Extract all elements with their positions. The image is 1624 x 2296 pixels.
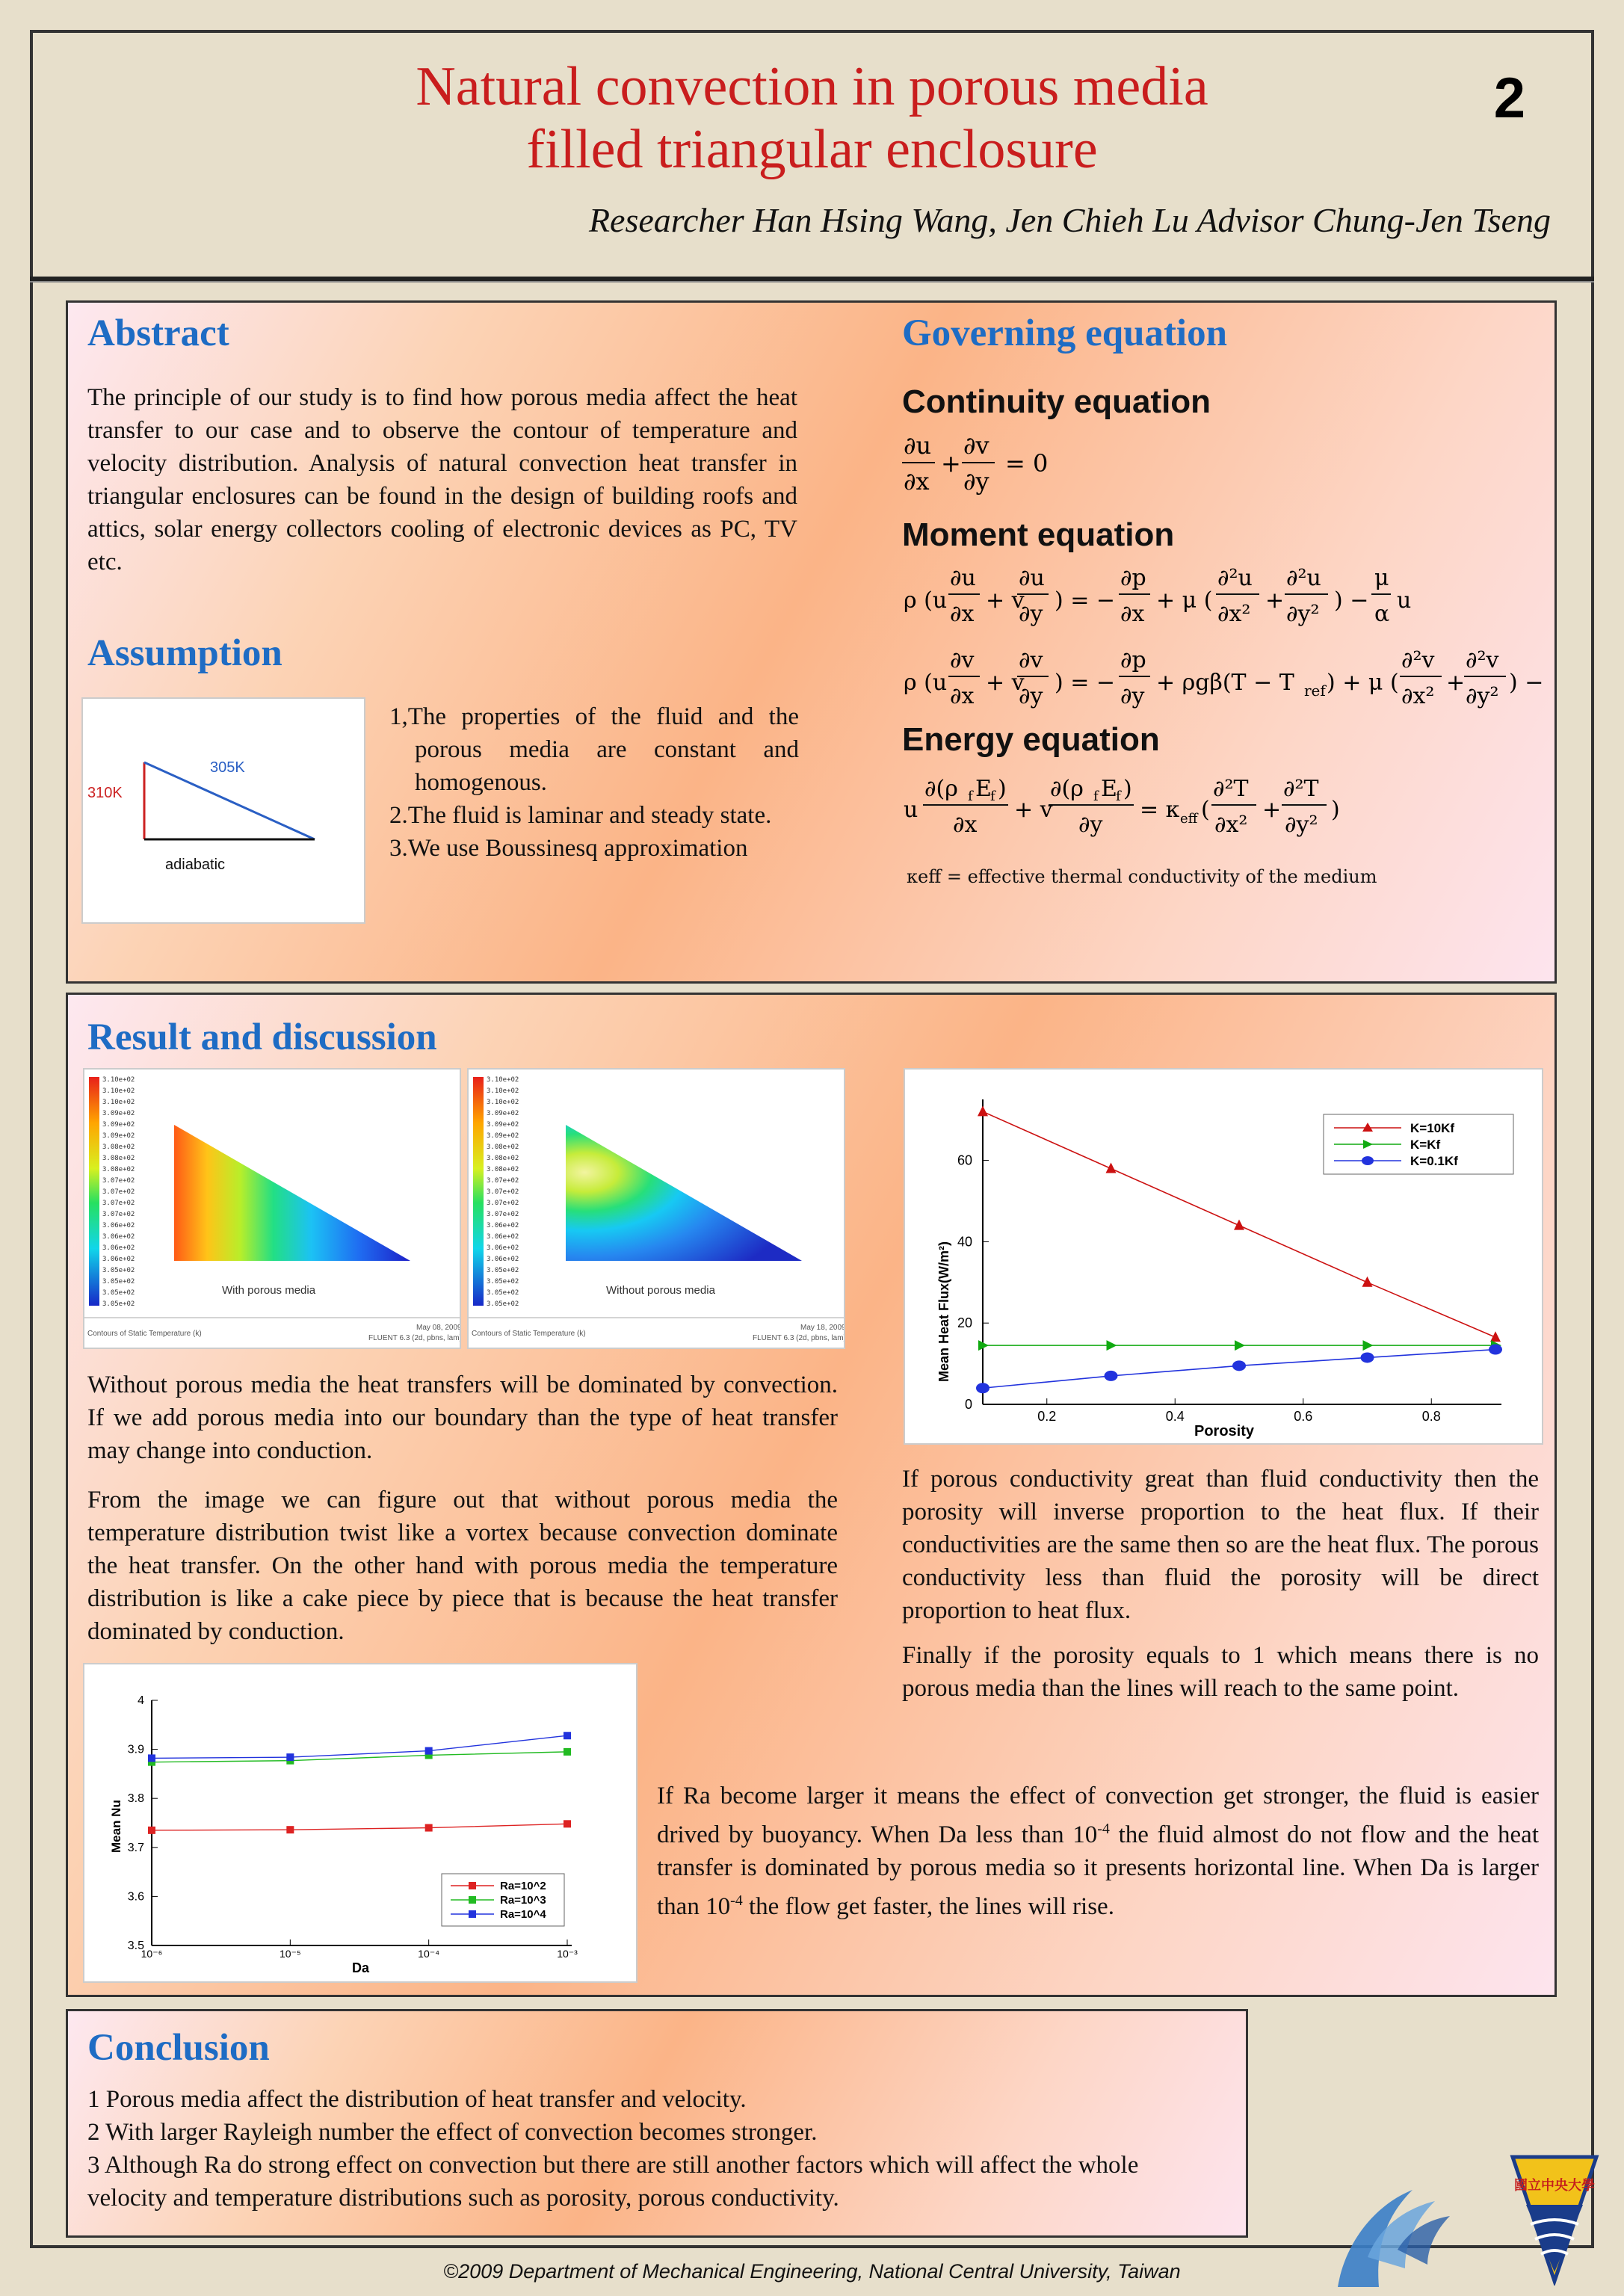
label-310k: 310K (87, 785, 123, 801)
svg-text:) −: ) − (1334, 587, 1369, 614)
svg-text:∂x²: ∂x² (1214, 812, 1248, 838)
moment-heading: Moment equation (902, 516, 1175, 553)
poster-header (30, 30, 1594, 284)
colorbar-label: 3.05e+02 (102, 1267, 135, 1274)
x-tick-label: 10⁻⁶ (141, 1948, 163, 1960)
y-axis-label: Mean Heat Flux(W/m²) (936, 1241, 951, 1382)
energy-equation (902, 774, 1515, 855)
svg-text:ρ (u: ρ (u (904, 670, 948, 696)
keff-note: κeff = effective thermal conductivity of the medium (907, 866, 1377, 887)
discussion-para-4: Finally if the porosity equals to 1 which means there is no porous media than the lines will reach to the same point. (902, 1642, 1539, 1702)
svg-text:+ v: + v (986, 587, 1025, 614)
svg-text:u: u (1397, 587, 1412, 614)
conclusion-item: 1 Porous media affect the distribution of heat transfer and velocity. (87, 2086, 747, 2113)
svg-text:∂²u: ∂²u (1217, 565, 1253, 591)
contour-left-svg (84, 1070, 460, 1348)
svg-text:∂v: ∂v (950, 647, 975, 673)
legend-label: Ra=10^2 (500, 1880, 546, 1892)
y-tick-label: 3.6 (127, 1890, 144, 1904)
data-point (1232, 1360, 1246, 1371)
top-panel (66, 300, 1557, 984)
svg-text:) = −: ) = − (1055, 670, 1116, 696)
results-panel (66, 993, 1557, 1997)
temperature-contour-with-porous (174, 1125, 410, 1261)
svg-text:E: E (975, 776, 992, 802)
svg-text:∂v: ∂v (963, 431, 989, 460)
energy-eq-svg (902, 774, 1515, 848)
svg-text:E: E (1101, 776, 1117, 802)
svg-text:∂(ρ: ∂(ρ (1050, 776, 1084, 802)
svg-text:+ μ (: + μ ( (1156, 587, 1213, 614)
colorbar-label: 3.05e+02 (487, 1289, 519, 1297)
para5-part-c: the flow get faster, the lines will rise. (742, 1893, 1114, 1920)
conclusion-list (87, 2083, 1223, 2215)
svg-text:∂u: ∂u (950, 565, 976, 591)
contour-left-solver: FLUENT 6.3 (2d, pbns, lam) (368, 1334, 460, 1342)
boundary-svg (83, 699, 364, 922)
legend-label: K=0.1Kf (1410, 1154, 1458, 1168)
contour-left-footer: Contours of Static Temperature (k) (87, 1330, 202, 1338)
x-tick-label: 0.6 (1294, 1409, 1313, 1424)
colorbar-label: 3.06e+02 (487, 1256, 519, 1263)
colorbar-label: 3.05e+02 (102, 1289, 135, 1297)
svg-text:∂x²: ∂x² (1401, 683, 1435, 709)
colorbar-label: 3.06e+02 (102, 1256, 135, 1263)
poster-title (30, 55, 1594, 181)
legend-label: K=Kf (1410, 1138, 1441, 1152)
svg-text:∂p: ∂p (1120, 647, 1146, 673)
svg-text:): ) (1331, 797, 1340, 823)
legend-label: Ra=10^3 (500, 1894, 546, 1907)
colorbar-label: 3.08e+02 (487, 1155, 519, 1162)
svg-text:∂x: ∂x (950, 683, 975, 709)
colorbar-label: 3.09e+02 (487, 1110, 519, 1117)
svg-text:μ: μ (1374, 565, 1389, 591)
header-divider (30, 277, 1594, 283)
colorbar-label: 3.08e+02 (102, 1144, 135, 1151)
label-305k: 305K (210, 759, 245, 776)
colorbar-label: 3.07e+02 (487, 1177, 519, 1185)
governing-heading: Governing equation (902, 312, 1227, 354)
colorbar-label: 3.09e+02 (102, 1121, 135, 1129)
svg-text:∂y²: ∂y² (1466, 683, 1499, 709)
svg-text:+ ρgβ(T − T: + ρgβ(T − T (1156, 670, 1294, 696)
discussion-para-2: From the image we can figure out that without porous media the temperature distribution twist like a vortex because convection dominate the heat transfer. On the other hand with porous media the temperature distribution is like a cake piece by piece that is because the heat transfer dominated by conduction. (87, 1487, 838, 1645)
data-point (148, 1827, 155, 1834)
svg-text:+: + (941, 449, 961, 478)
colorbar-label: 3.05e+02 (102, 1278, 135, 1286)
svg-text:∂y: ∂y (1078, 812, 1103, 838)
continuity-equation (902, 424, 1126, 513)
colorbar-label: 3.05e+02 (487, 1300, 519, 1308)
data-point (1107, 1340, 1117, 1351)
x-tick-label: 0.2 (1037, 1409, 1057, 1424)
y-tick-label: 0 (964, 1397, 972, 1412)
colorbar-label: 3.09e+02 (102, 1132, 135, 1140)
svg-text:) = −: ) = − (1055, 587, 1116, 614)
nusselt-chart-svg (84, 1664, 636, 1981)
assumption-heading: Assumption (87, 632, 282, 674)
svg-text:∂x: ∂x (1120, 601, 1145, 627)
colorbar-label: 3.07e+02 (487, 1200, 519, 1207)
assumption-list (389, 700, 799, 865)
abstract-text: The principle of our study is to find how porous media affect the heat transfer to our case and to observe the contour of temperature and velocity distribution. Analysis of natural convection heat transfer in triangular enclosures can be found in the design of building roofs and attics, solar energy collectors cooling of electronic devices as PC, TV etc. (87, 384, 797, 575)
colorbar-label: 3.08e+02 (102, 1155, 135, 1162)
y-tick-label: 3.9 (127, 1743, 144, 1756)
series-line-Ra=10^3 (152, 1752, 567, 1762)
svg-text:eff: eff (1180, 811, 1198, 827)
y-tick-label: 4 (138, 1694, 144, 1707)
contour-right-footer: Contours of Static Temperature (k) (472, 1330, 586, 1338)
colorbar-label: 3.08e+02 (487, 1144, 519, 1151)
y-tick-label: 40 (957, 1234, 972, 1250)
y-tick-label: 20 (957, 1315, 972, 1331)
colorbar-labels (487, 1076, 519, 1308)
x-tick-label: 10⁻³ (557, 1948, 578, 1960)
data-point (1106, 1162, 1117, 1173)
colorbar-label: 3.06e+02 (102, 1244, 135, 1252)
svg-text:∂u: ∂u (1019, 565, 1045, 591)
momentum-equations (902, 561, 1545, 740)
svg-text:+: + (1262, 797, 1282, 823)
colorbar-label: 3.10e+02 (487, 1099, 519, 1106)
data-point (148, 1754, 155, 1762)
title-line-1: Natural convection in porous media (416, 56, 1208, 117)
svg-text:+ v: + v (1014, 797, 1053, 823)
data-point (286, 1753, 294, 1761)
chart-legend (442, 1874, 564, 1926)
heat-flux-chart-svg (905, 1070, 1542, 1443)
svg-text:ref: ref (1304, 682, 1326, 700)
colorbar-label: 3.08e+02 (487, 1166, 519, 1173)
colorbar-label: 3.06e+02 (102, 1222, 135, 1229)
data-point (564, 1748, 571, 1756)
svg-text:∂²T: ∂²T (1213, 776, 1249, 802)
svg-text:= κ: = κ (1140, 797, 1180, 823)
colorbar-label: 3.09e+02 (102, 1110, 135, 1117)
contour-right-solver: FLUENT 6.3 (2d, pbns, lam) (753, 1334, 844, 1342)
svg-text:): ) (998, 776, 1007, 802)
svg-text:∂x: ∂x (953, 812, 978, 838)
colorbar-label: 3.10e+02 (102, 1076, 135, 1084)
contour-with-porous (83, 1068, 461, 1349)
svg-text:(: ( (1201, 797, 1210, 823)
heat-flux-chart (904, 1068, 1543, 1445)
svg-text:= 0: = 0 (1005, 449, 1049, 478)
data-point (1361, 1352, 1374, 1363)
svg-text:f: f (1093, 789, 1099, 804)
series-line-Ra=10^2 (152, 1824, 567, 1830)
colorbar-label: 3.07e+02 (102, 1188, 135, 1196)
contour-right-svg (469, 1070, 844, 1348)
colorbar (89, 1077, 99, 1306)
poster-number: 2 (1493, 67, 1525, 130)
colorbar-label: 3.07e+02 (487, 1211, 519, 1218)
exp-superscript: -4 (730, 1892, 743, 1909)
data-point (1235, 1340, 1245, 1351)
y-axis-label: Mean Nu (109, 1800, 123, 1853)
discussion-para-1: Without porous media the heat transfers will be dominated by convection. If we add porous media into our boundary than the type of heat transfer may change into conduction. (87, 1371, 838, 1464)
colorbar-label: 3.10e+02 (487, 1076, 519, 1084)
x-tick-label: 10⁻⁵ (279, 1948, 301, 1960)
colorbar-label: 3.05e+02 (487, 1267, 519, 1274)
results-heading: Result and discussion (87, 1016, 437, 1058)
svg-text:) −: ) − (1509, 670, 1544, 696)
svg-text:∂x²: ∂x² (1217, 601, 1251, 627)
svg-text:∂y: ∂y (963, 467, 989, 496)
legend-label: Ra=10^4 (500, 1908, 546, 1921)
legend-label: K=10Kf (1410, 1121, 1455, 1135)
colorbar-label: 3.10e+02 (487, 1087, 519, 1095)
conclusion-heading: Conclusion (87, 2027, 270, 2069)
colorbar-labels (102, 1076, 135, 1308)
energy-heading: Energy equation (902, 721, 1160, 758)
svg-text:∂x: ∂x (950, 601, 975, 627)
contour-left-caption: With porous media (222, 1284, 316, 1297)
svg-text:α: α (1374, 601, 1390, 627)
colorbar-label: 3.10e+02 (102, 1099, 135, 1106)
data-point (425, 1747, 433, 1755)
colorbar-label: 3.08e+02 (102, 1166, 135, 1173)
svg-text:) + μ (: ) + μ ( (1327, 670, 1399, 696)
svg-text:∂(ρ: ∂(ρ (924, 776, 958, 802)
boundary-figure (81, 697, 365, 924)
svg-text:∂v: ∂v (1019, 647, 1043, 673)
contour-without-porous (467, 1068, 845, 1349)
colorbar-label: 3.06e+02 (102, 1233, 135, 1241)
colorbar-label: 3.06e+02 (487, 1244, 519, 1252)
svg-text:u: u (904, 797, 918, 823)
colorbar-label: 3.09e+02 (487, 1121, 519, 1129)
data-point (1363, 1340, 1374, 1351)
contour-right-caption: Without porous media (606, 1284, 715, 1297)
temperature-contour-without-porous (566, 1125, 802, 1261)
abstract-heading: Abstract (87, 312, 229, 354)
svg-text:∂y: ∂y (1120, 683, 1145, 709)
svg-text:): ) (1123, 776, 1132, 802)
svg-text:ρ (u: ρ (u (904, 587, 948, 614)
colorbar-label: 3.05e+02 (487, 1278, 519, 1286)
para5-part-b: the fluid almost do not flow and the heat transfer is dominated by porous media so it presents horizontal line. When Da is larger than 10 (657, 1821, 1539, 1920)
assumption-item: 1,The properties of the fluid and the porous media are constant and homogenous. (389, 703, 799, 796)
discussion-para-3: If porous conductivity great than fluid conductivity then the porosity will inverse proportion to the heat flux. If their conductivities are the same then so are the heat flux. The porous conductivity less than fluid the porosity will be direct proportion to heat flux. (902, 1466, 1539, 1624)
colorbar-label: 3.06e+02 (487, 1233, 519, 1241)
x-axis-label: Porosity (1194, 1423, 1255, 1439)
logo-text: 國立中央大學 (1514, 2178, 1595, 2194)
svg-text:∂²v: ∂²v (1401, 647, 1435, 673)
colorbar-label: 3.09e+02 (487, 1132, 519, 1140)
continuity-eq-svg (902, 424, 1126, 506)
assumption-item: 2.The fluid is laminar and steady state. (389, 802, 772, 829)
data-point (976, 1383, 989, 1393)
conclusion-item: 3 Although Ra do strong effect on convection but there are still another factors which will affect the whole velocity and temperature distributions such as porosity, porous conductivity. (87, 2152, 1139, 2212)
svg-text:+ v: + v (986, 670, 1025, 696)
svg-text:∂y: ∂y (1019, 601, 1043, 627)
x-axis-label: Da (352, 1960, 370, 1975)
title-line-2: filled triangular enclosure (526, 119, 1098, 180)
series-line-Ra=10^4 (152, 1735, 567, 1758)
svg-text:∂p: ∂p (1120, 565, 1146, 591)
x-tick-label: 0.4 (1165, 1409, 1185, 1424)
data-point (564, 1820, 571, 1827)
data-point (1362, 1277, 1373, 1287)
data-point (978, 1105, 988, 1116)
exp-superscript: -4 (1097, 1821, 1110, 1837)
data-point (286, 1826, 294, 1833)
data-point (1234, 1220, 1244, 1230)
momentum-eq-svg (902, 561, 1545, 733)
svg-text:∂²v: ∂²v (1466, 647, 1499, 673)
svg-text:f: f (1116, 789, 1121, 804)
data-point (564, 1732, 571, 1739)
discussion-para-5 (657, 1780, 1539, 1923)
conclusion-item: 2 With larger Rayleigh number the effect of convection becomes stronger. (87, 2119, 818, 2146)
colorbar-label: 3.07e+02 (487, 1188, 519, 1196)
y-tick-label: 60 (957, 1152, 972, 1168)
colorbar-label: 3.07e+02 (102, 1200, 135, 1207)
svg-text:∂y: ∂y (1019, 683, 1043, 709)
contour-right-date: May 18, 2009 (800, 1324, 844, 1332)
x-tick-label: 10⁻⁴ (418, 1948, 440, 1960)
svg-text:∂y²: ∂y² (1285, 812, 1318, 838)
colorbar (473, 1077, 484, 1306)
svg-text:+: + (1446, 670, 1466, 696)
colorbar-label: 3.10e+02 (102, 1087, 135, 1095)
x-tick-label: 0.8 (1421, 1409, 1441, 1424)
svg-text:∂²u: ∂²u (1286, 565, 1321, 591)
conclusion-panel (66, 2009, 1248, 2238)
nusselt-chart (83, 1663, 637, 1983)
svg-text:f: f (990, 789, 995, 804)
footer-copyright: ©2009 Department of Mechanical Engineering, National Central University, Taiwan (443, 2260, 1181, 2283)
svg-text:+: + (1265, 587, 1285, 614)
colorbar-label: 3.07e+02 (102, 1177, 135, 1185)
data-point (1490, 1331, 1501, 1342)
svg-text:∂u: ∂u (904, 431, 932, 460)
continuity-heading: Continuity equation (902, 383, 1211, 420)
assumption-item: 3.We use Boussinesq approximation (389, 835, 748, 862)
y-tick-label: 3.8 (127, 1792, 144, 1806)
data-point (1105, 1371, 1118, 1381)
authors: Researcher Han Hsing Wang, Jen Chieh Lu Advisor Chung-Jen Tseng (588, 201, 1551, 239)
label-adiabatic: adiabatic (165, 857, 226, 873)
svg-text:∂y²: ∂y² (1286, 601, 1320, 627)
svg-text:f: f (968, 789, 973, 804)
contour-left-date: May 08, 2009 (416, 1324, 460, 1332)
data-point (1489, 1345, 1502, 1355)
svg-text:∂²T: ∂²T (1283, 776, 1319, 802)
para5-part-a: If Ra become larger it means the effect of convection get stronger, the fluid is easier drived by buoyancy. When Da less than 10 (657, 1783, 1539, 1848)
colorbar-label: 3.06e+02 (487, 1222, 519, 1229)
colorbar-label: 3.05e+02 (102, 1300, 135, 1308)
y-tick-label: 3.7 (127, 1841, 144, 1854)
colorbar-label: 3.07e+02 (102, 1211, 135, 1218)
y-tick-label: 3.5 (127, 1939, 144, 1952)
svg-text:∂x: ∂x (904, 467, 930, 496)
data-point (425, 1824, 433, 1832)
chart-legend (1324, 1114, 1513, 1174)
